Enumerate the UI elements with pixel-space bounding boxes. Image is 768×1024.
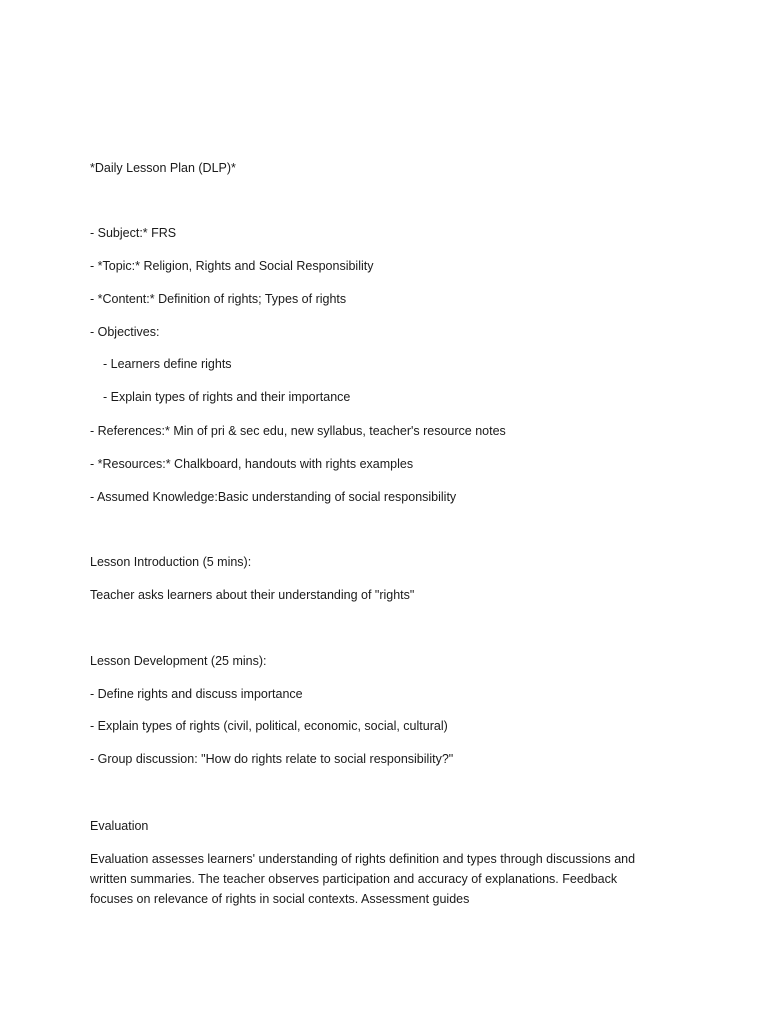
content-line: - *Content:* Definition of rights; Types of rights bbox=[90, 292, 347, 306]
introduction-heading: Lesson Introduction (5 mins): bbox=[90, 555, 252, 569]
evaluation-text: Evaluation assesses learners' understanding of rights definition and types through discussions and written summaries. The teacher observes participation and accuracy of explanations. Feedback focuses on relevance of rights in social contexts. Assessment guides bbox=[90, 852, 636, 906]
development-item: - Explain types of rights (civil, political, economic, social, cultural) bbox=[90, 719, 448, 733]
evaluation-heading: Evaluation bbox=[90, 819, 149, 833]
objective-item: - Learners define rights bbox=[103, 357, 232, 371]
assumed-knowledge-line: - Assumed Knowledge:Basic understanding of social responsibility bbox=[90, 490, 457, 504]
topic-line: - *Topic:* Religion, Rights and Social Responsibility bbox=[90, 259, 374, 273]
references-line: - References:* Min of pri & sec edu, new syllabus, teacher's resource notes bbox=[90, 424, 506, 438]
introduction-text: Teacher asks learners about their understanding of "rights" bbox=[90, 588, 415, 602]
objective-item: - Explain types of rights and their importance bbox=[103, 390, 351, 404]
objectives-heading: - Objectives: bbox=[90, 325, 160, 339]
document-title: *Daily Lesson Plan (DLP)* bbox=[90, 161, 236, 175]
development-item: - Define rights and discuss importance bbox=[90, 687, 303, 701]
development-item: - Group discussion: "How do rights relate to social responsibility?" bbox=[90, 752, 454, 766]
development-heading: Lesson Development (25 mins): bbox=[90, 654, 267, 668]
subject-line: - Subject:* FRS bbox=[90, 226, 177, 240]
resources-line: - *Resources:* Chalkboard, handouts with rights examples bbox=[90, 457, 414, 471]
